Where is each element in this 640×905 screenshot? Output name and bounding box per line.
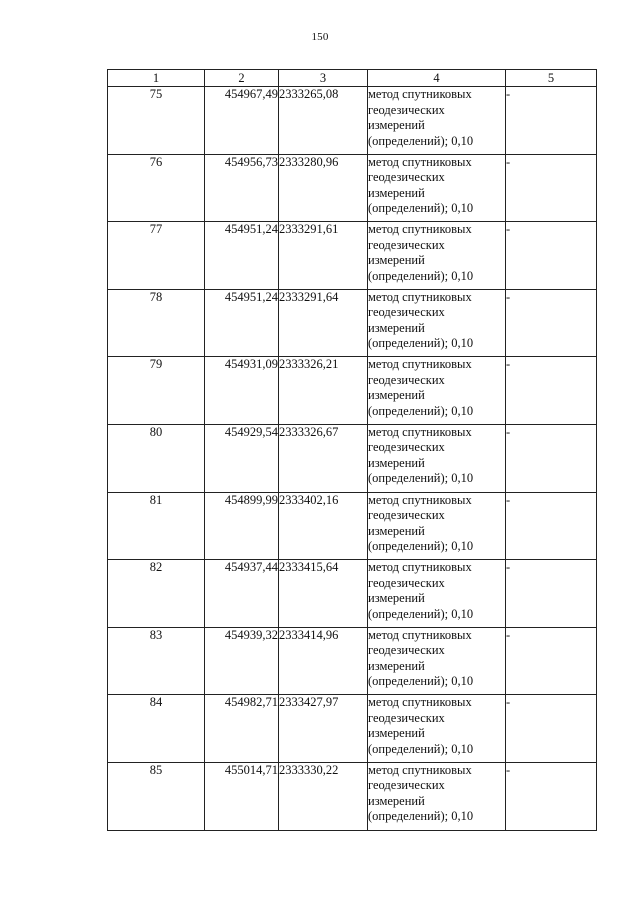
method-text-line: измерений <box>368 726 425 741</box>
note-cell: - <box>506 627 597 695</box>
coordinate-x: 454951,24 <box>205 222 279 290</box>
coordinate-x: 455014,71 <box>205 762 279 830</box>
method-text-line: (определений); 0,10 <box>368 606 474 621</box>
method-text-line: метод спутниковых <box>368 695 472 710</box>
method-text-line: (определений); 0,10 <box>368 539 474 554</box>
table-row <box>108 560 597 628</box>
method-text-line: геодезических <box>368 575 445 590</box>
column-header-2: 2 <box>205 70 279 87</box>
coordinate-x: 454967,49 <box>205 87 279 155</box>
method-text-line: метод спутниковых <box>368 289 472 304</box>
method-text-line: измерений <box>368 793 425 808</box>
coordinate-x: 454931,09 <box>205 357 279 425</box>
method-text-line: геодезических <box>368 508 445 523</box>
method-text-line: метод спутниковых <box>368 87 472 101</box>
point-number: 80 <box>108 424 205 492</box>
table-row <box>108 492 597 560</box>
coordinate-y: 2333427,97 <box>279 695 368 763</box>
coordinate-x: 454929,54 <box>205 424 279 492</box>
coordinate-y: 2333291,64 <box>279 289 368 357</box>
note-cell: - <box>506 492 597 560</box>
method-text-line: измерений <box>368 185 425 200</box>
coordinates-table <box>107 69 597 831</box>
method-text-line: геодезических <box>368 372 445 387</box>
method-text-line: геодезических <box>368 710 445 725</box>
coordinate-y: 2333280,96 <box>279 154 368 222</box>
method-cell <box>368 357 506 425</box>
method-text-line: измерений <box>368 523 425 538</box>
point-number: 79 <box>108 357 205 425</box>
point-number: 85 <box>108 762 205 830</box>
method-text-line: (определений); 0,10 <box>368 336 474 351</box>
coordinate-x: 454951,24 <box>205 289 279 357</box>
table-body <box>108 87 597 831</box>
page-number: 150 <box>311 31 329 43</box>
table-row <box>108 357 597 425</box>
note-cell: - <box>506 154 597 222</box>
table-row <box>108 695 597 763</box>
method-text-line: геодезических <box>368 237 445 252</box>
method-text-line: измерений <box>368 658 425 673</box>
method-text-line: (определений); 0,10 <box>368 403 474 418</box>
point-number: 75 <box>108 87 205 155</box>
method-text-line: метод спутниковых <box>368 560 472 575</box>
note-cell: - <box>506 222 597 290</box>
coordinate-x: 454982,71 <box>205 695 279 763</box>
method-cell <box>368 695 506 763</box>
method-text-line: измерений <box>368 118 425 132</box>
coordinate-x: 454956,73 <box>205 154 279 222</box>
point-number: 77 <box>108 222 205 290</box>
point-number: 83 <box>108 627 205 695</box>
coordinate-y: 2333326,67 <box>279 424 368 492</box>
point-number: 78 <box>108 289 205 357</box>
method-text-line: геодезических <box>368 778 445 793</box>
method-text-line: (определений); 0,10 <box>368 741 474 756</box>
note-cell: - <box>506 357 597 425</box>
method-text-line: (определений); 0,10 <box>368 809 474 824</box>
table-row <box>108 762 597 830</box>
coordinate-x: 454899,99 <box>205 492 279 560</box>
method-cell <box>368 87 506 155</box>
method-text-line: метод спутниковых <box>368 762 472 777</box>
coordinate-x: 454937,44 <box>205 560 279 628</box>
coordinate-y: 2333265,08 <box>279 87 368 155</box>
table-row <box>108 289 597 357</box>
method-cell <box>368 762 506 830</box>
method-text-line: метод спутниковых <box>368 424 472 439</box>
point-number: 82 <box>108 560 205 628</box>
column-header-1: 1 <box>108 70 205 87</box>
coordinate-y: 2333402,16 <box>279 492 368 560</box>
coordinate-x: 454939,32 <box>205 627 279 695</box>
method-cell <box>368 289 506 357</box>
method-text-line: (определений); 0,10 <box>368 674 474 689</box>
coordinate-y: 2333291,61 <box>279 222 368 290</box>
table-row <box>108 222 597 290</box>
table-row <box>108 87 597 155</box>
table-row <box>108 627 597 695</box>
method-text-line: метод спутниковых <box>368 357 472 372</box>
point-number: 76 <box>108 154 205 222</box>
note-cell: - <box>506 424 597 492</box>
method-text-line: геодезических <box>368 305 445 320</box>
method-cell <box>368 222 506 290</box>
header-row <box>108 70 597 87</box>
method-text-line: геодезических <box>368 440 445 455</box>
method-cell <box>368 627 506 695</box>
method-text-line: измерений <box>368 455 425 470</box>
method-cell <box>368 424 506 492</box>
note-cell: - <box>506 87 597 155</box>
method-text-line: геодезических <box>368 102 445 117</box>
method-text-line: геодезических <box>368 643 445 658</box>
method-cell <box>368 560 506 628</box>
column-header-4: 4 <box>368 70 506 87</box>
method-text-line: (определений); 0,10 <box>368 201 474 216</box>
point-number: 81 <box>108 492 205 560</box>
method-text-line: измерений <box>368 388 425 403</box>
coordinate-y: 2333326,21 <box>279 357 368 425</box>
method-text-line: метод спутниковых <box>368 222 472 237</box>
note-cell: - <box>506 695 597 763</box>
table-row <box>108 424 597 492</box>
method-text-line: (определений); 0,10 <box>368 471 474 486</box>
method-text-line: (определений); 0,10 <box>368 268 474 283</box>
table-row <box>108 154 597 222</box>
method-text-line: метод спутниковых <box>368 492 472 507</box>
method-cell <box>368 154 506 222</box>
method-text-line: измерений <box>368 320 425 335</box>
column-header-5: 5 <box>506 70 597 87</box>
column-header-3: 3 <box>279 70 368 87</box>
method-text-line: измерений <box>368 253 425 268</box>
point-number: 84 <box>108 695 205 763</box>
note-cell: - <box>506 289 597 357</box>
note-cell: - <box>506 762 597 830</box>
coordinate-y: 2333414,96 <box>279 627 368 695</box>
coordinate-y: 2333415,64 <box>279 560 368 628</box>
method-text-line: метод спутниковых <box>368 627 472 642</box>
method-text-line: метод спутниковых <box>368 154 472 169</box>
note-cell: - <box>506 560 597 628</box>
method-text-line: измерений <box>368 591 425 606</box>
coordinate-y: 2333330,22 <box>279 762 368 830</box>
method-text-line: геодезических <box>368 170 445 185</box>
method-text-line: (определений); 0,10 <box>368 133 474 148</box>
method-cell <box>368 492 506 560</box>
